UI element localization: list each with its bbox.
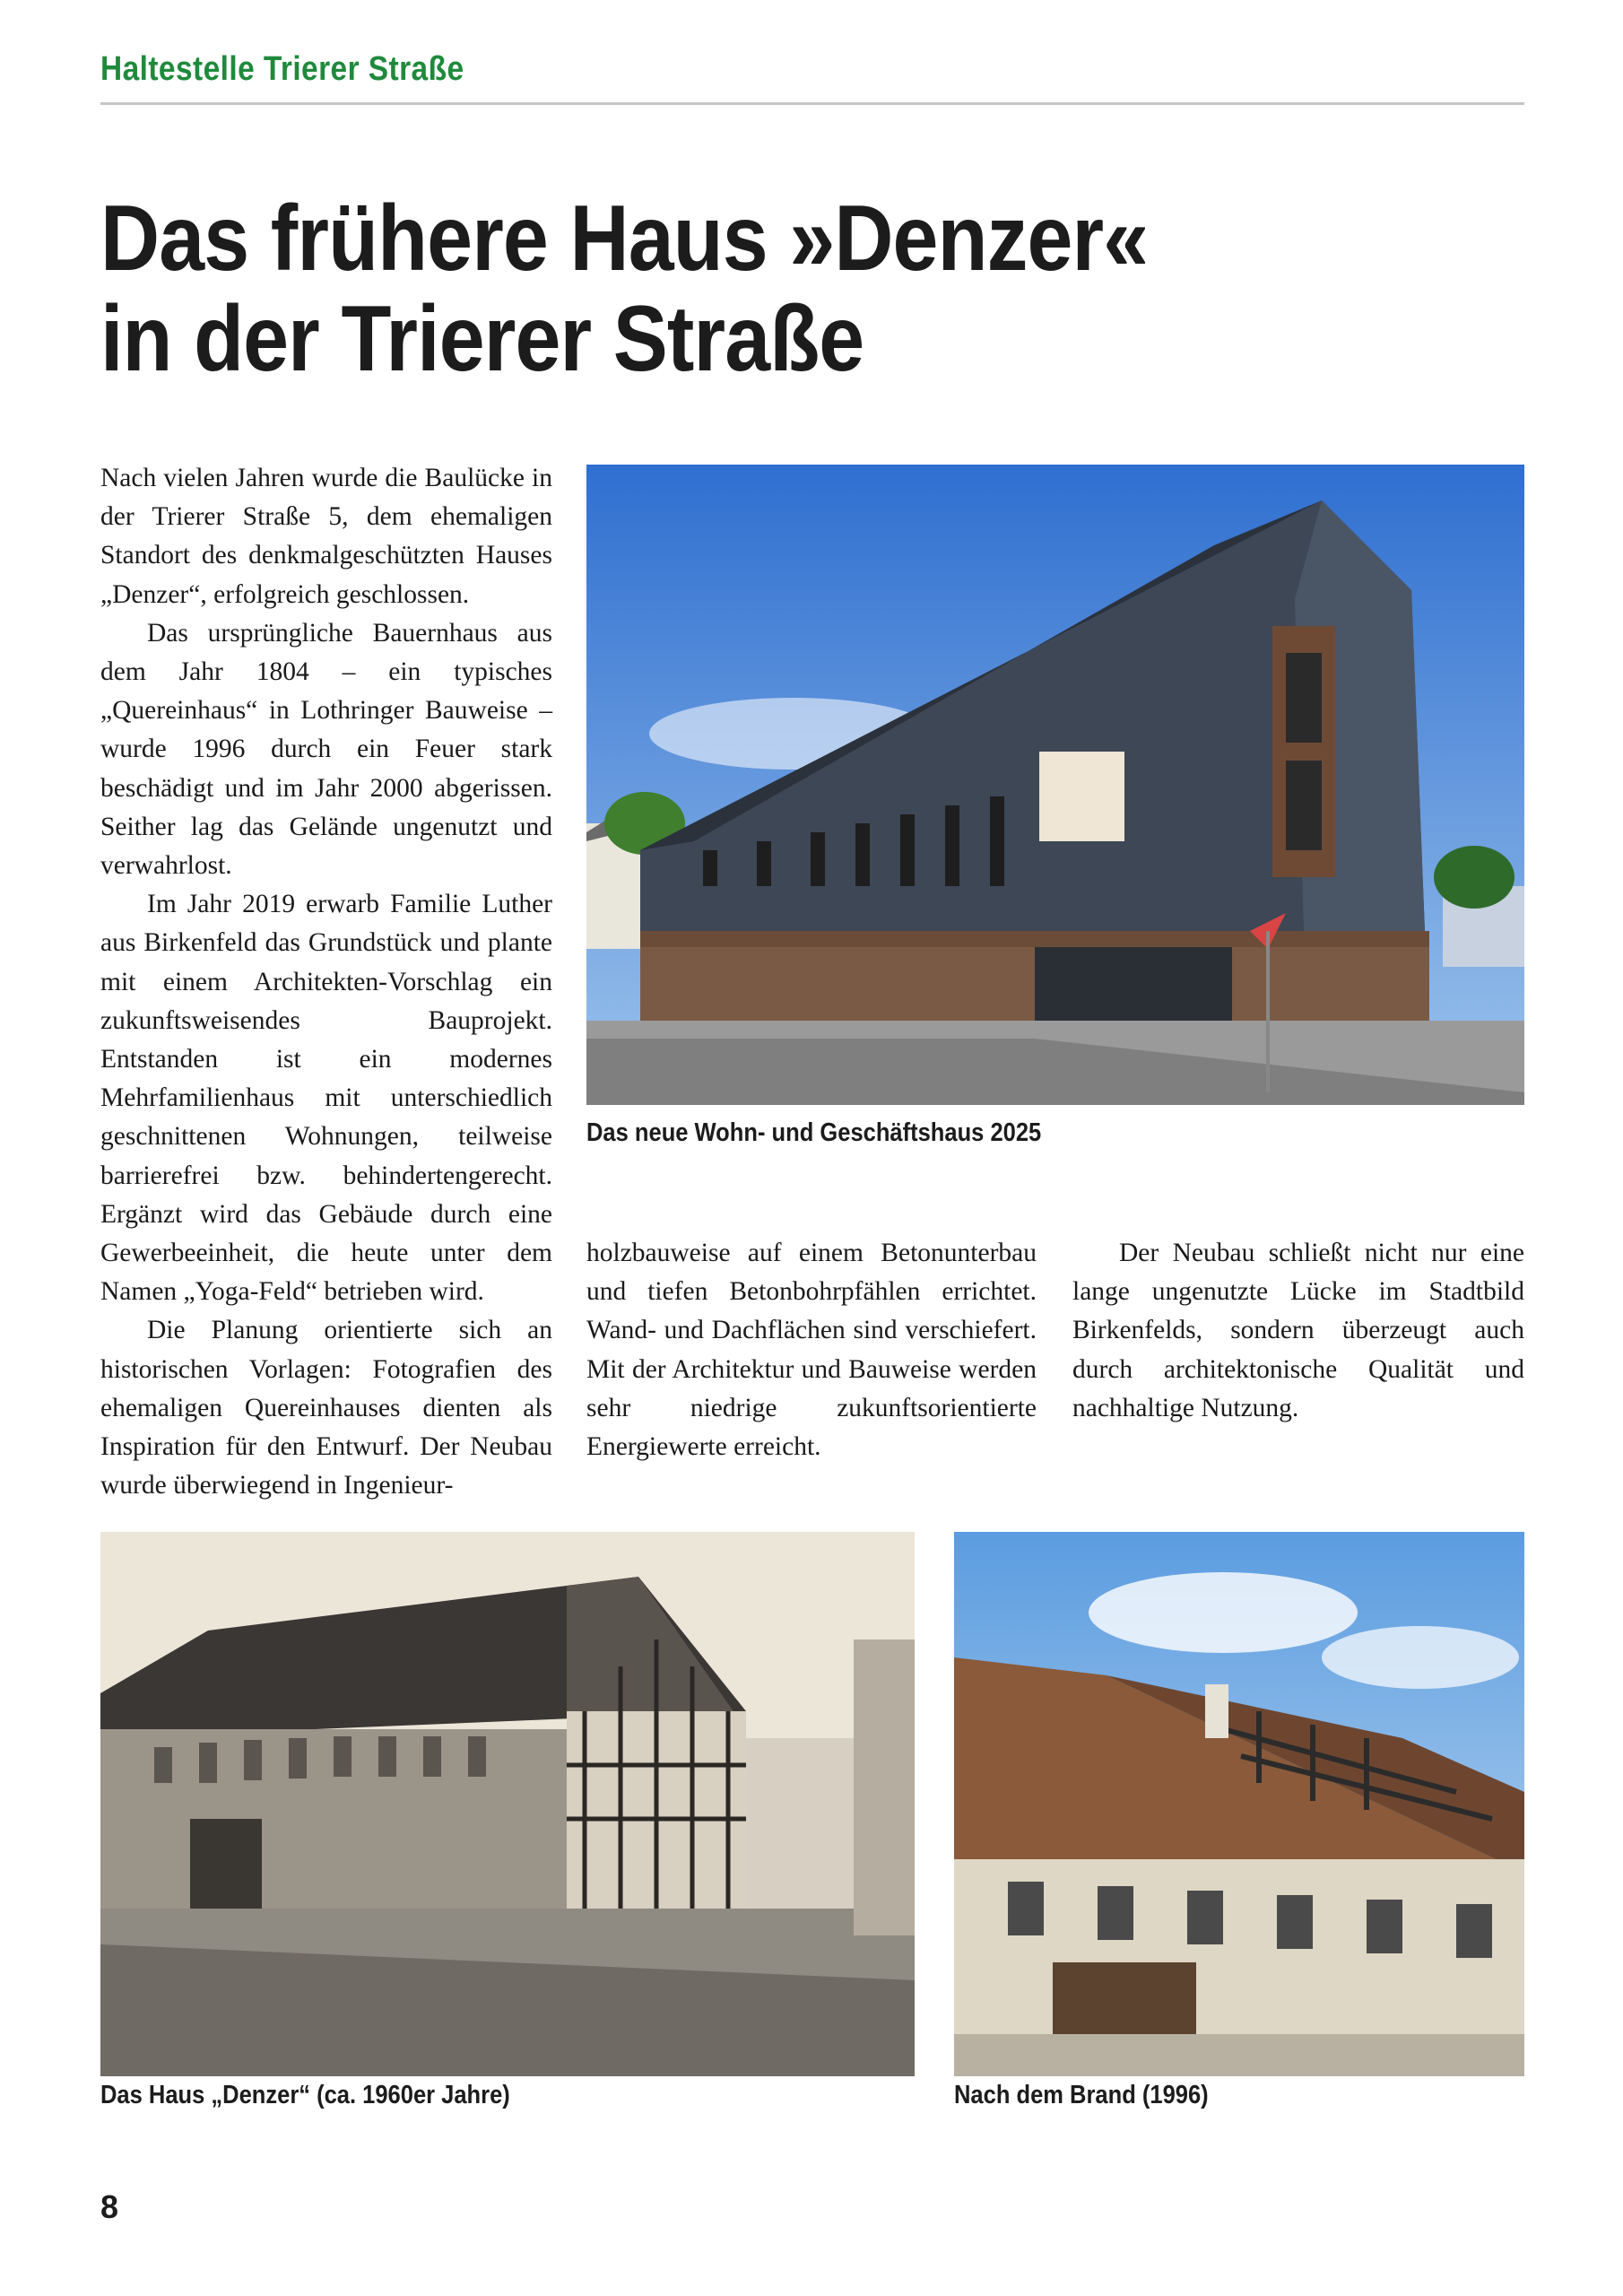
paragraph-4: Die Planung orientierte sich an historischen Vorlagen: Fotografien des ehemaligen Quereinhauses dienten als Inspiration für den Entwurf. Der Neubau wurde überwiegend in Ingenieur- [100,1316,552,1500]
paragraph-1: Nach vielen Jahren wurde die Baulücke in der Trierer Straße 5, dem ehemaligen Standort des denkmalgeschützten Hauses „Denzer“, erfolgreich geschlossen. [100,464,552,609]
paragraph-2: Das ursprüngliche Bauernhaus aus dem Jahr 1804 – ein typisches „Quereinhaus“ in Lothringer Bauweise – wurde 1996 durch ein Feuer stark beschädigt und im Jahr 2000 abgerissen. Seither lag das Gelände ungenutzt und verwahrlost. [100,618,552,881]
paragraph-6: Der Neubau schließt nicht nur eine lange ungenutzte Lücke im Stadtbild Birkenfelds, sondern überzeugt auch durch architektonische Qualität und nachhaltige Nutzung. [1072,1239,1524,1422]
fire-damage-caption: Nach dem Brand (1996) [954,2081,1209,2109]
paragraph-3: Im Jahr 2019 erwarb Familie Luther aus Birkenfeld das Grundstück und plante mit einem Architekten-Vorschlag ein zukunftsweisendes Bauprojekt. Entstanden ist ein modernes Mehrfamilienhaus mit unterschiedlich geschnittenen Wohnungen, teilweise barrierefrei bzw. behindertengerecht. Ergänzt wird das Gebäude durch eine Gewerbeeinheit, die heute unter dem Namen „Yoga-Feld“ betrieben wird. [100,890,552,1307]
title-line-1: Das frühere Haus »Denzer« [100,187,1149,291]
text-column-1 [100,459,552,1505]
fire-damage-photo [954,1532,1524,2076]
page-number: 8 [100,2188,119,2225]
header-rule [100,102,1524,105]
text-column-2 [586,1234,1037,1466]
title-line-2: in der Trierer Straße [100,287,864,391]
new-building-photo [586,465,1524,1105]
article-title [100,188,1284,389]
historic-house-photo [100,1532,915,2076]
paragraph-5: holzbauweise auf einem Betonunterbau und tiefen Betonbohrpfählen errichtet. Wand- und Dachflächen sind verschiefert. Mit der Architektur und Bauweise werden sehr niedrige zukunftsorientierte Energiewerte erreicht. [586,1239,1037,1462]
new-building-caption: Das neue Wohn- und Geschäftshaus 2025 [586,1118,1042,1147]
text-column-3 [1072,1234,1524,1428]
running-head: Haltestelle Trierer Straße [100,50,464,88]
historic-house-caption: Das Haus „Denzer“ (ca. 1960er Jahre) [100,2081,510,2109]
